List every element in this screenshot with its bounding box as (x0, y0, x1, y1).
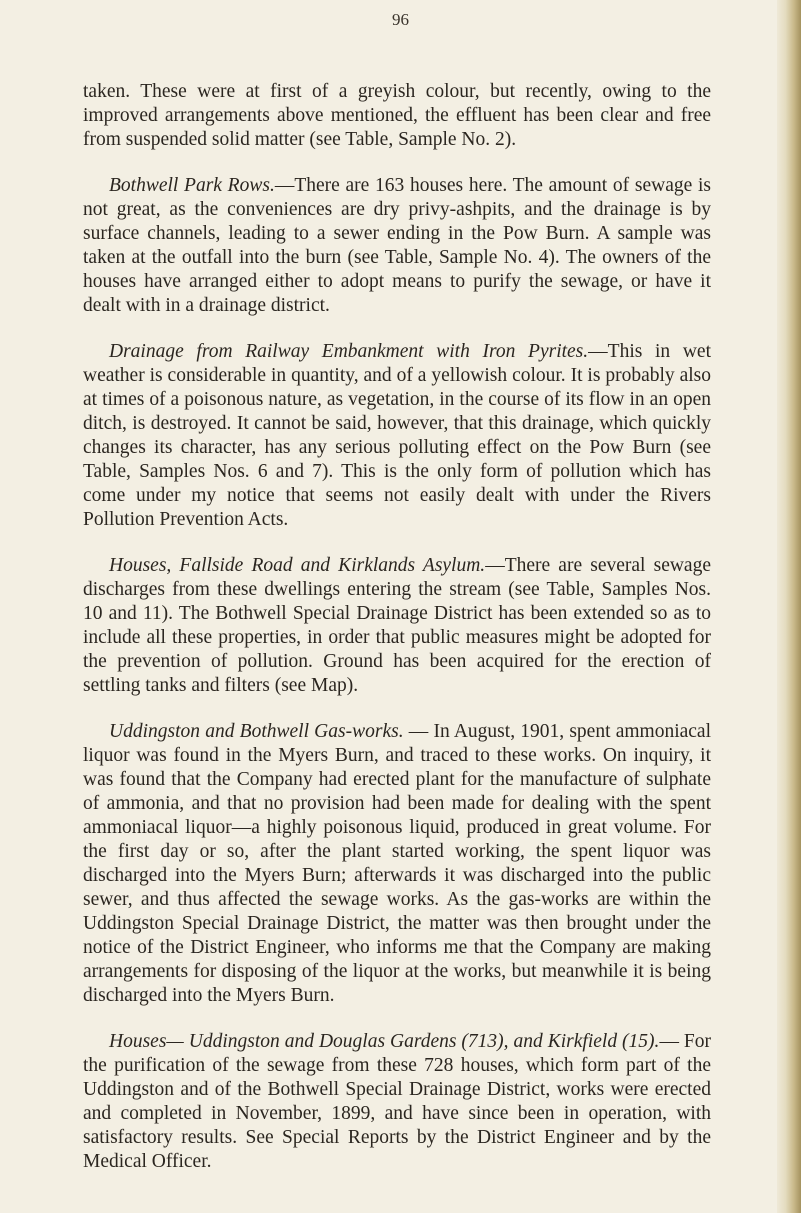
paragraph-text: —There are 163 houses here. The amount of sewage is not great, as the conveniences are dry privy-ashpits, and the drainage is by surface channels, leading to a sewer ending in the Pow Burn. A sample was taken at the outfall into the burn (see Table, Sample No. 4). The owners of the houses have arranged either to adopt means to purify the sewage, or have it dealt with in a drainage district. (83, 175, 711, 316)
page-edge (777, 0, 801, 1213)
paragraph-heading: Bothwell Park Rows. (109, 175, 275, 196)
paragraph-fallside-houses (83, 554, 711, 698)
paragraph-railway-drainage (83, 340, 711, 532)
paragraph-gas-works (83, 720, 711, 1008)
paragraph-heading: Houses— Uddingston and Douglas Gardens (713), and Kirkfield (15). (109, 1031, 660, 1052)
paragraph-text: — For the purification of the sewage from these 728 houses, which form part of the Uddingston and of the Bothwell Special Drainage District, works were erected and completed in November, 1899, and have since been in operation, with satisfactory results. See Special Reports by the District Engineer and by the Medical Officer. (83, 1031, 712, 1172)
body-text (83, 80, 711, 1196)
paragraph-continued (83, 80, 711, 152)
paragraph-heading: Uddingston and Bothwell Gas-works. (109, 721, 404, 742)
paragraph-text: —This in wet weather is considerable in quantity, and of a yellowish colour. It is probably also at times of a poisonous nature, as vegetation, in the course of its flow in an open ditch, is destroyed. It cannot be said, however, that this drainage, which quickly changes its character, has any serious polluting effect on the Pow Burn (see Table, Samples Nos. 6 and 7). This is the only form of pollution which has come under my notice that seems not easily dealt with under the Rivers Pollution Prevention Acts. (83, 341, 711, 530)
paragraph-text: taken. These were at first of a greyish colour, but recently, owing to the improved arrangements above mentioned, the effluent has been clear and free from suspended solid matter (see Table, Sample No. 2). (83, 81, 711, 150)
paragraph-heading: Houses, Fallside Road and Kirklands Asylum. (109, 555, 486, 576)
paragraph-uddingston-houses (83, 1030, 711, 1174)
paragraph-bothwell-park-rows (83, 174, 711, 318)
paragraph-heading: Drainage from Railway Embankment with Iron Pyrites. (109, 341, 589, 362)
paragraph-text: —There are several sewage discharges from these dwellings entering the stream (see Table, Samples Nos. 10 and 11). The Bothwell Special Drainage District has been extended so as to include all these properties, in order that public measures might be adopted for the prevention of pollution. Ground has been acquired for the erection of settling tanks and filters (see Map). (83, 555, 711, 696)
paragraph-text: — In August, 1901, spent ammoniacal liquor was found in the Myers Burn, and traced to these works. On inquiry, it was found that the Company had erected plant for the manufacture of sulphate of ammonia, and that no provision had been made for dealing with the spent ammoniacal liquor—a highly poisonous liquid, produced in great volume. For the first day or so, after the plant started working, the spent liquor was discharged into the Myers Burn; afterwards it was discharged into the public sewer, and thus affected the sewage works. As the gas-works are within the Uddingston Special Drainage District, the matter was then brought under the notice of the District Engineer, who informs me that the Company are making arrangements for disposing of the liquor at the works, but meanwhile it is being discharged into the Myers Burn. (83, 721, 711, 1006)
page-number: 96 (392, 10, 409, 29)
